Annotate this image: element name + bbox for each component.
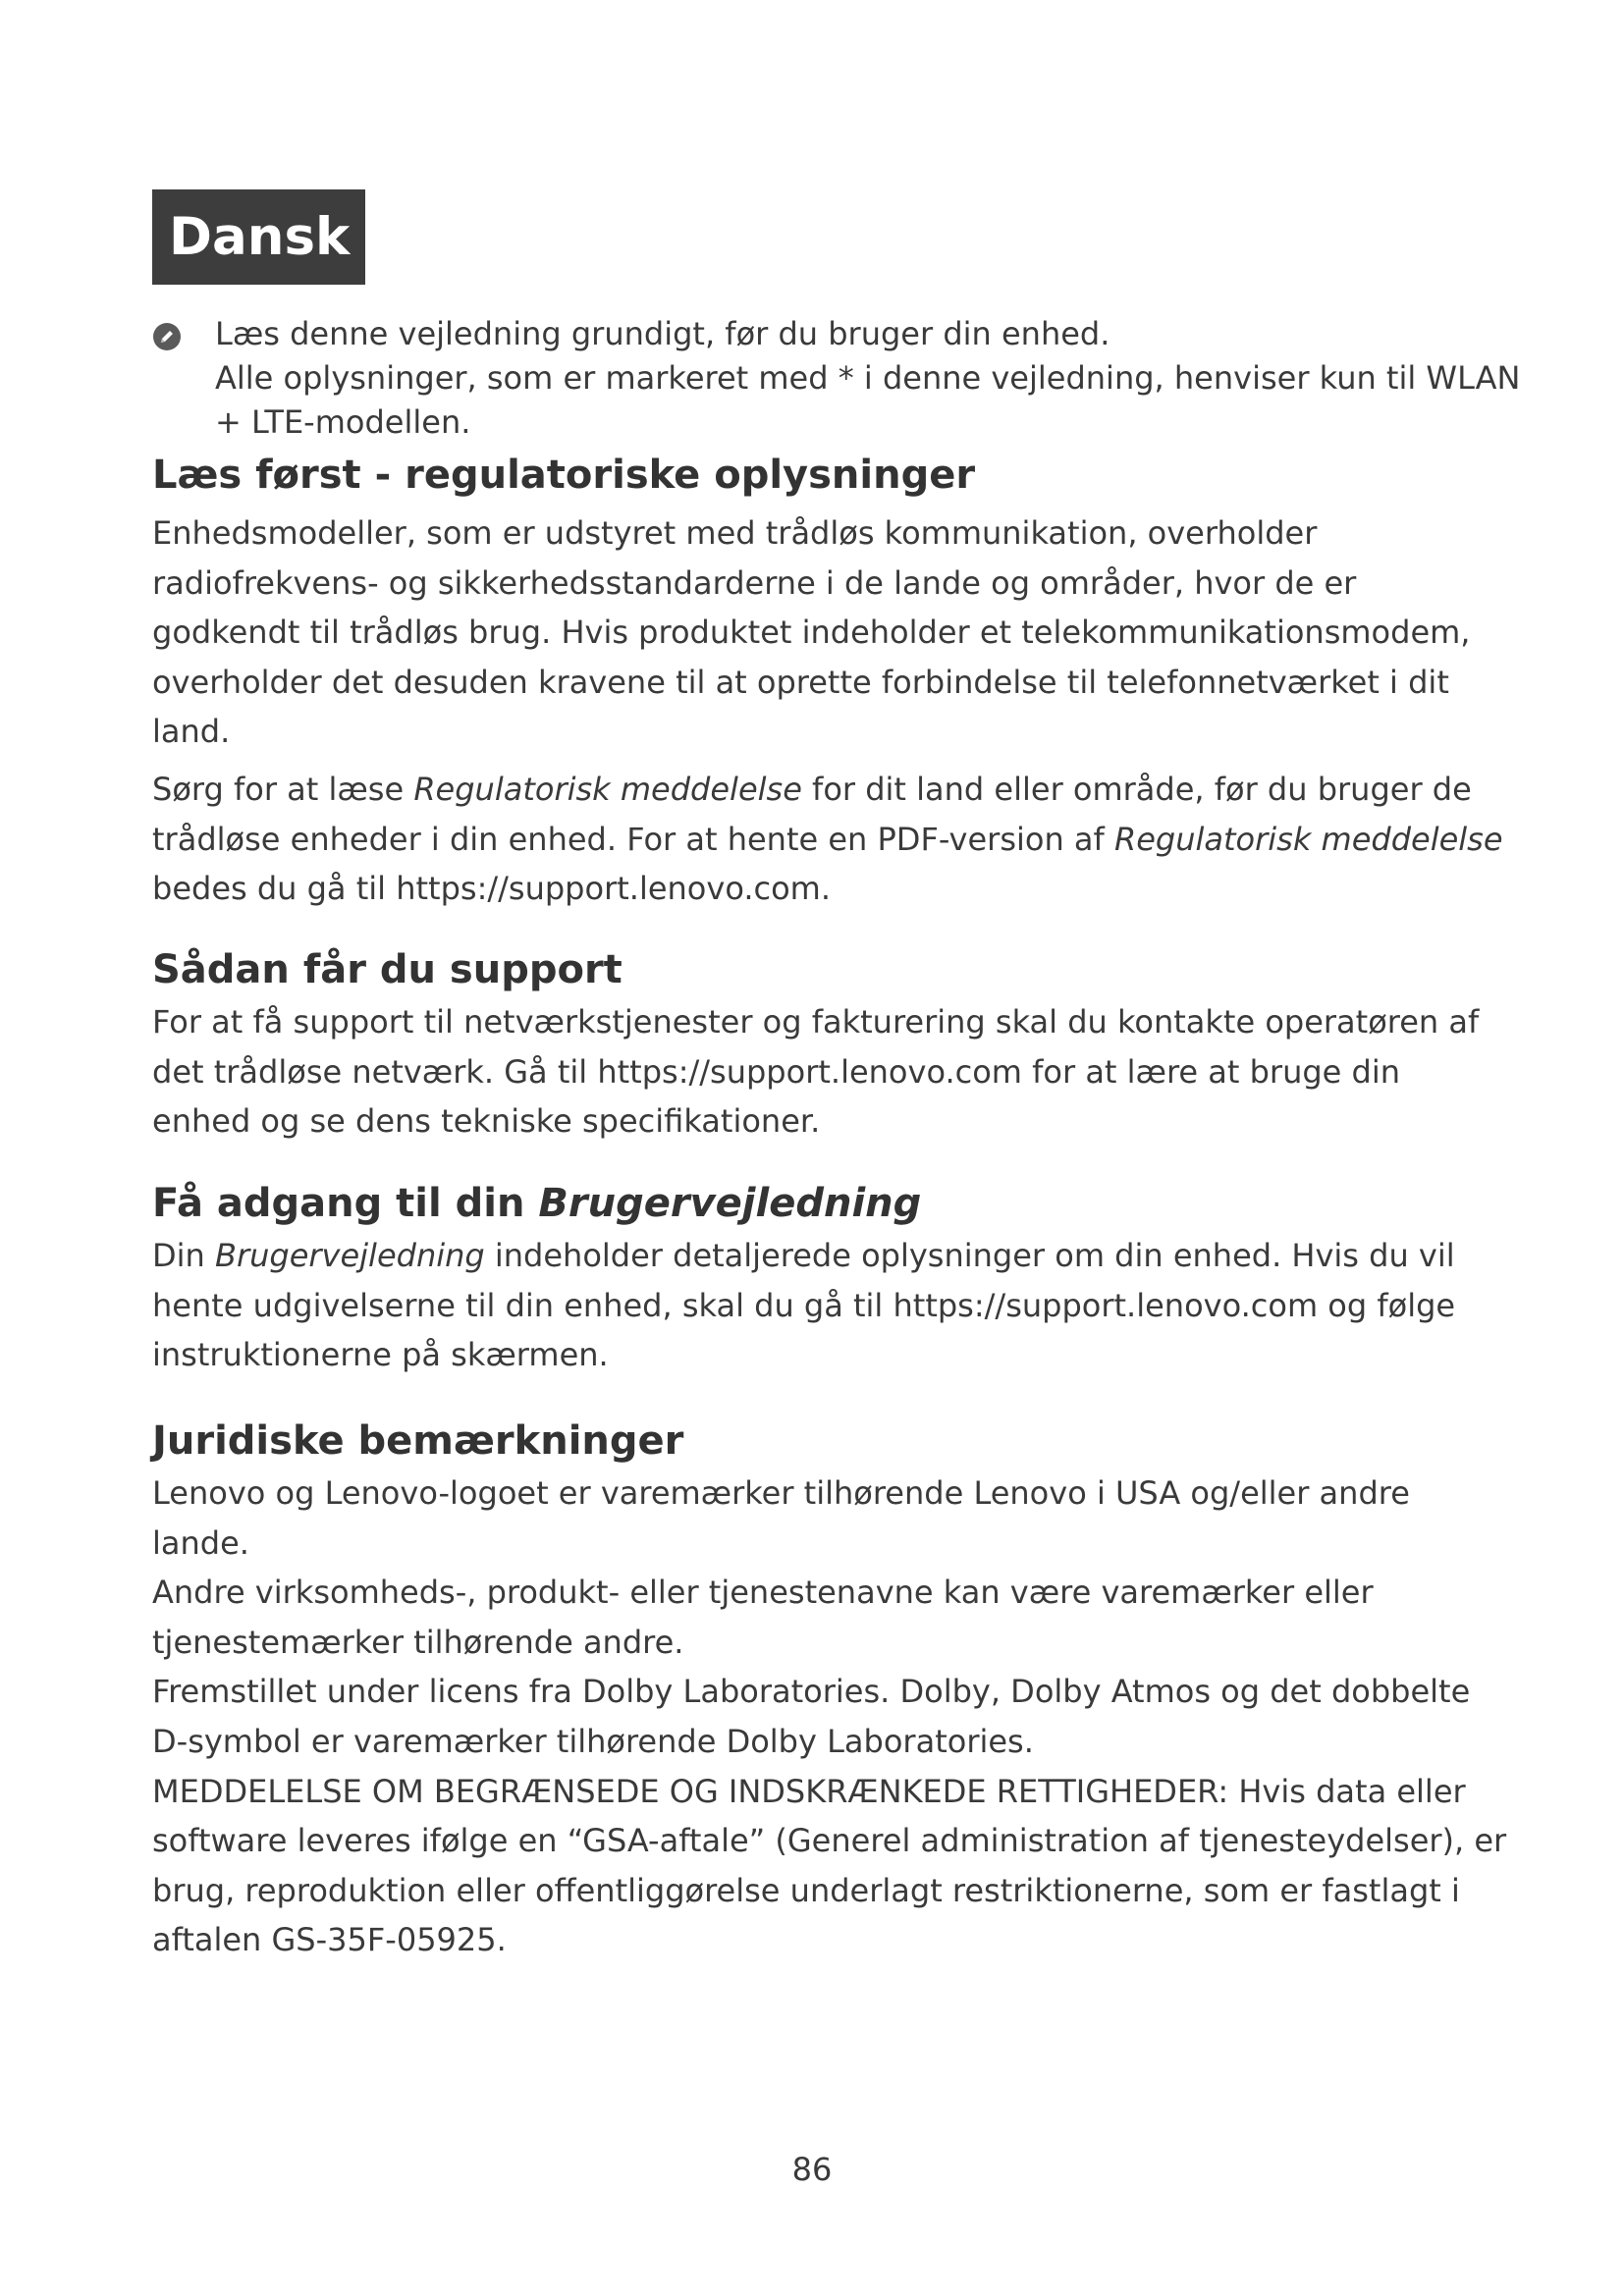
- note-line-1: Læs denne vejledning grundigt, før du bruger din enhed.: [215, 315, 1110, 352]
- paragraph: For at få support til netværkstjenester og fakturering skal du kontakte operatøren af det trådløse netværk. Gå til https://support.lenovo.com for at lære at bruge din enhed og se dens tekniske specifikationer.: [152, 1003, 1480, 1141]
- paragraph: Din Brugervejledning indeholder detaljerede oplysninger om din enhed. Hvis du vil hente udgivelserne til din enhed, skal du gå til https://support.lenovo.com og følge instruktionerne på skærmen.: [152, 1237, 1456, 1374]
- paragraph: Enhedsmodeller, som er udstyret med trådløs kommunikation, overholder radiofrekvens- og sikkerhedsstandarderne i de lande og områder, hvor de er godkendt til trådløs brug. Hvis produktet indeholder et telekommunikationsmodem, overholder det desuden kravene til at oprette forbindelse til telefonnetværket i dit land.: [152, 514, 1471, 751]
- note-line-2: Alle oplysninger, som er markeret med * i denne vejledning, henviser kun til WLAN + LTE-modellen.: [215, 359, 1521, 441]
- paragraph: Fremstillet under licens fra Dolby Laboratories. Dolby, Dolby Atmos og det dobbelte D-symbol er varemærker tilhørende Dolby Laboratories.: [152, 1673, 1471, 1760]
- section-legal: [152, 1415, 1507, 1965]
- paragraph: Sørg for at læse Regulatorisk meddelelse for dit land eller område, før du bruger de trådløse enheder i din enhed. For at hente en PDF-version af Regulatorisk meddelelse bedes du gå til https://support.lenovo.com.: [152, 770, 1503, 908]
- section-heading: Læs først - regulatoriske oplysninger: [152, 453, 976, 498]
- paragraph: Lenovo og Lenovo-logoet er varemærker tilhørende Lenovo i USA og/eller andre lande.: [152, 1474, 1410, 1562]
- section-heading: Få adgang til din Brugervejledning: [152, 1181, 922, 1226]
- section-user-guide: [152, 1178, 1507, 1380]
- section-regulatory: [152, 450, 1507, 914]
- document-title: Regulatorisk meddelelse: [413, 770, 802, 808]
- document-title: Regulatorisk meddelelse: [1113, 820, 1503, 858]
- paragraph: MEDDELELSE OM BEGRÆNSEDE OG INDSKRÆNKEDE RETTIGHEDER: Hvis data eller software leveres ifølge en “GSA-aftale” (Generel administration af tjenesteydelser), er brug, reproduktion eller offentliggørelse underlagt restriktionerne, som er fastlagt i aftalen GS-35F-05925.: [152, 1772, 1507, 1959]
- language-badge: Dansk: [152, 189, 365, 285]
- page-number: 86: [791, 2151, 833, 2188]
- section-heading: Juridiske bemærkninger: [152, 1418, 684, 1464]
- document-title: Brugervejledning: [214, 1237, 485, 1274]
- pencil-icon: [152, 322, 182, 351]
- section-heading: Sådan får du support: [152, 947, 623, 992]
- note-text: [215, 312, 1531, 445]
- paragraph: Andre virksomheds-, produkt- eller tjenestenavne kan være varemærker eller tjenestemærker tilhørende andre.: [152, 1574, 1374, 1661]
- section-support: [152, 944, 1507, 1147]
- document-title: Brugervejledning: [538, 1181, 922, 1226]
